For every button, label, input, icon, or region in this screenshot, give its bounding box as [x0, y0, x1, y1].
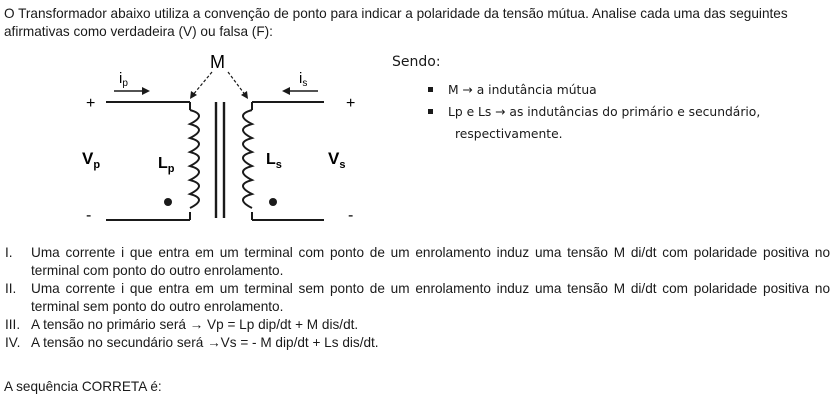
- primary-voltage-label: $V_p$: [82, 149, 101, 171]
- statement-2: [5, 280, 830, 316]
- secondary-current-label: $i_s$: [299, 70, 308, 89]
- statement-4: [5, 334, 830, 352]
- statement-text: A tensão no primário será → Vp = Lp dip/dt + M dis/dt.: [31, 317, 359, 332]
- statement-number: III.: [5, 317, 21, 332]
- primary-inductance-label: $L_p$: [158, 155, 175, 175]
- primary-current-label: $i_p$: [119, 70, 128, 89]
- secondary-inductance-label: $L_s$: [266, 151, 282, 171]
- primary-plus: +: [86, 95, 96, 112]
- statement-text: Uma corrente i que entra em um terminal sem ponto de um enrolamento induz uma tensão M di/dt com polaridade positiva no terminal sem ponto do outro enrolamento.: [31, 281, 830, 314]
- mutual-inductance-label: M: [210, 52, 225, 72]
- statement-text: A tensão no secundário será →Vs = - M dip/dt + Ls dis/dt.: [31, 335, 379, 350]
- statement-number: I.: [5, 245, 13, 260]
- statement-number: II.: [5, 281, 17, 296]
- definitions-list: [428, 79, 808, 145]
- statement-text: Uma corrente i que entra em um terminal com ponto de um enrolamento induz uma tensão M di/dt com polaridade positiva no terminal com ponto do outro enrolamento.: [31, 245, 830, 278]
- secondary-dot: [269, 198, 277, 206]
- definition-self-line2: respectivamente.: [455, 127, 563, 141]
- statement-1: [5, 244, 830, 280]
- secondary-voltage-label: $V_s$: [328, 149, 346, 171]
- definition-self-line1: Lp e Ls → as indutâncias do primário e secundário,: [448, 105, 761, 119]
- definitions-title: Sendo:: [392, 54, 441, 70]
- secondary-minus: -: [348, 207, 354, 224]
- answer-prompt: A sequência CORRETA é:: [4, 379, 162, 394]
- statements-list: [5, 244, 830, 352]
- statement-number: IV.: [5, 335, 21, 350]
- definition-mutual: M → a indutância mútua: [428, 79, 808, 101]
- primary-minus: -: [86, 207, 92, 224]
- question-intro: O Transformador abaixo utiliza a convenção de ponto para indicar a polaridade da tensão mútua. Analise cada uma das seguintes afirmativas como verdadeira (V) ou falsa (F):: [4, 6, 788, 39]
- transformer-diagram: [70, 50, 390, 230]
- primary-dot: [164, 198, 172, 206]
- definition-self-inductances: [428, 101, 808, 145]
- statement-3: [5, 316, 830, 334]
- secondary-plus: +: [346, 95, 356, 112]
